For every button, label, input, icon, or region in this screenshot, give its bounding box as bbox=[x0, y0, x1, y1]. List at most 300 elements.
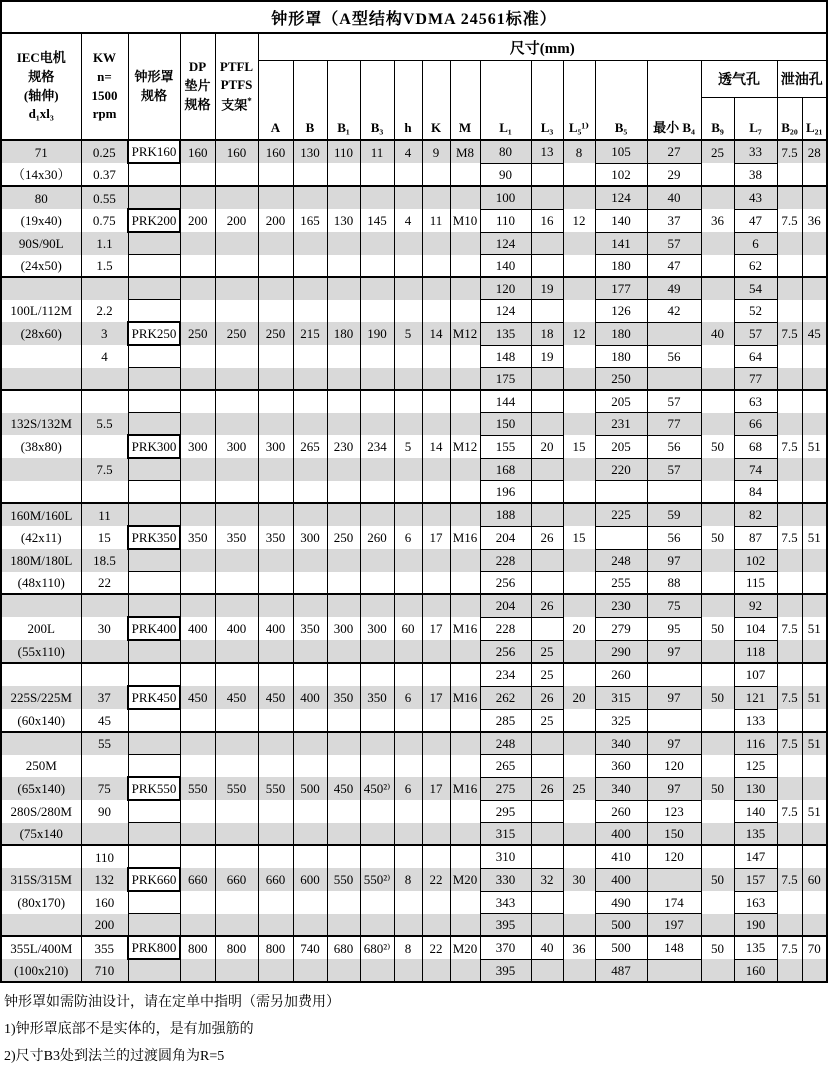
table-cell-empty bbox=[450, 594, 480, 617]
table-cell-empty bbox=[293, 413, 327, 436]
table-cell: 6 bbox=[394, 526, 422, 549]
table-cell-empty bbox=[360, 594, 394, 617]
col-header-min-b4: 最小 B₄ bbox=[647, 61, 701, 141]
table-cell: 260 bbox=[360, 526, 394, 549]
table-cell-empty bbox=[531, 823, 563, 846]
table-cell-empty bbox=[258, 458, 293, 481]
table-row bbox=[1, 186, 827, 209]
table-cell: 350 bbox=[293, 617, 327, 640]
table-cell: 7.5 bbox=[777, 936, 802, 959]
table-cell-empty bbox=[258, 255, 293, 278]
table-cell-empty bbox=[215, 481, 258, 504]
table-cell-empty bbox=[180, 640, 215, 663]
table-cell-empty bbox=[293, 549, 327, 572]
table-cell: 660 bbox=[258, 868, 293, 891]
table-cell-empty bbox=[802, 959, 827, 982]
table-cell-empty bbox=[128, 663, 180, 686]
table-row bbox=[1, 368, 827, 391]
table-cell-empty bbox=[258, 277, 293, 300]
table-cell-empty bbox=[180, 891, 215, 914]
table-cell: 97 bbox=[647, 777, 701, 800]
table-cell: 174 bbox=[647, 891, 701, 914]
table-cell-empty bbox=[777, 777, 802, 800]
table-cell-empty bbox=[563, 891, 595, 914]
table-cell: 300 bbox=[180, 435, 215, 458]
table-cell: M20 bbox=[450, 936, 480, 959]
table-cell-empty bbox=[701, 823, 734, 846]
table-cell-empty bbox=[394, 481, 422, 504]
table-cell-empty bbox=[777, 959, 802, 982]
table-cell-empty bbox=[180, 594, 215, 617]
table-cell: 50 bbox=[701, 777, 734, 800]
table-cell: 256 bbox=[480, 640, 531, 663]
table-cell-empty bbox=[531, 755, 563, 778]
table-cell: 102 bbox=[734, 549, 777, 572]
table-cell-empty bbox=[180, 503, 215, 526]
table-cell: 0.75 bbox=[81, 209, 128, 232]
table-cell: 175 bbox=[480, 368, 531, 391]
table-cell-empty bbox=[422, 503, 450, 526]
table-cell-empty bbox=[701, 845, 734, 868]
table-cell-empty bbox=[360, 503, 394, 526]
table-cell: 188 bbox=[480, 503, 531, 526]
table-cell-empty bbox=[563, 549, 595, 572]
table-cell: (48x110) bbox=[1, 572, 81, 595]
table-row bbox=[1, 936, 827, 959]
table-cell: 135 bbox=[480, 322, 531, 345]
table-cell-empty bbox=[360, 413, 394, 436]
table-cell-empty bbox=[777, 481, 802, 504]
table-cell-empty bbox=[563, 458, 595, 481]
table-cell-empty bbox=[1, 481, 81, 504]
table-cell: 310 bbox=[480, 845, 531, 868]
table-cell: PRK300 bbox=[128, 435, 180, 458]
table-cell: 97 bbox=[647, 686, 701, 709]
footnote-1: 1)钟形罩底部不是实体的，是有加强筋的 bbox=[4, 1022, 254, 1037]
footnote-2: 2)尺寸B3处到法兰的过渡圆角为R=5 bbox=[4, 1049, 225, 1064]
table-cell: 250 bbox=[258, 322, 293, 345]
table-cell: 395 bbox=[480, 914, 531, 937]
table-cell-empty bbox=[128, 732, 180, 755]
table-cell-empty bbox=[360, 800, 394, 823]
table-cell-empty bbox=[563, 277, 595, 300]
table-cell-empty bbox=[701, 959, 734, 982]
table-cell-empty bbox=[180, 255, 215, 278]
table-cell-empty bbox=[394, 663, 422, 686]
table-cell: 57 bbox=[647, 458, 701, 481]
table-cell-empty bbox=[258, 640, 293, 663]
table-cell: 56 bbox=[647, 345, 701, 368]
table-cell: 330 bbox=[480, 868, 531, 891]
table-cell-empty bbox=[293, 368, 327, 391]
table-cell: 17 bbox=[422, 777, 450, 800]
table-cell-empty bbox=[215, 732, 258, 755]
table-cell: 148 bbox=[480, 345, 531, 368]
table-cell-empty bbox=[802, 413, 827, 436]
table-cell: 315S/315M bbox=[1, 868, 81, 891]
col-header-m: M bbox=[450, 61, 480, 141]
table-cell-empty bbox=[360, 481, 394, 504]
table-cell: 250 bbox=[180, 322, 215, 345]
table-cell-empty bbox=[450, 845, 480, 868]
table-cell: 57 bbox=[647, 232, 701, 255]
table-cell-empty bbox=[531, 549, 563, 572]
table-cell-empty bbox=[1, 458, 81, 481]
table-cell-empty bbox=[450, 732, 480, 755]
table-cell-empty bbox=[327, 345, 360, 368]
table-cell-empty bbox=[180, 186, 215, 209]
table-cell-empty bbox=[394, 732, 422, 755]
table-cell-empty bbox=[327, 413, 360, 436]
table-cell-empty bbox=[802, 186, 827, 209]
table-cell: 5.5 bbox=[81, 413, 128, 436]
table-cell-empty bbox=[394, 232, 422, 255]
col-header-ptfl-ptfs-bracket: PTFL PTFS 支架* bbox=[215, 33, 258, 140]
table-cell-empty bbox=[327, 481, 360, 504]
table-cell-empty bbox=[394, 709, 422, 732]
table-cell-empty bbox=[802, 368, 827, 391]
table-cell-empty bbox=[802, 503, 827, 526]
table-cell: M20 bbox=[450, 868, 480, 891]
table-cell-empty bbox=[701, 277, 734, 300]
table-cell-empty bbox=[327, 186, 360, 209]
table-cell-empty bbox=[701, 481, 734, 504]
table-cell: 120 bbox=[480, 277, 531, 300]
table-cell-empty bbox=[394, 300, 422, 323]
table-cell: 80 bbox=[480, 140, 531, 163]
table-cell-empty bbox=[180, 413, 215, 436]
table-cell: PRK160 bbox=[128, 140, 180, 163]
table-cell: 105 bbox=[595, 140, 647, 163]
table-cell-empty bbox=[180, 345, 215, 368]
table-cell: 51 bbox=[802, 800, 827, 823]
table-cell-empty bbox=[360, 232, 394, 255]
table-cell-empty bbox=[360, 368, 394, 391]
table-row bbox=[1, 322, 827, 345]
table-cell-empty bbox=[563, 186, 595, 209]
table-cell: 118 bbox=[734, 640, 777, 663]
table-row bbox=[1, 686, 827, 709]
table-cell-empty bbox=[360, 663, 394, 686]
table-cell: 215 bbox=[293, 322, 327, 345]
table-cell: 9 bbox=[422, 140, 450, 163]
col-header-l1: L₁ bbox=[480, 61, 531, 141]
table-cell: 26 bbox=[531, 526, 563, 549]
table-cell-empty bbox=[128, 755, 180, 778]
col-header-a: A bbox=[258, 61, 293, 141]
table-cell-empty bbox=[802, 594, 827, 617]
table-cell: 25 bbox=[563, 777, 595, 800]
table-cell-empty bbox=[450, 823, 480, 846]
table-cell: M12 bbox=[450, 322, 480, 345]
table-cell: 90 bbox=[480, 163, 531, 186]
table-cell: 200 bbox=[81, 914, 128, 937]
col-header-l5: L₅¹⁾ bbox=[563, 61, 595, 141]
table-cell-empty bbox=[777, 914, 802, 937]
table-cell-empty bbox=[450, 914, 480, 937]
table-cell: 450 bbox=[215, 686, 258, 709]
table-cell: 350 bbox=[180, 526, 215, 549]
table-cell: 17 bbox=[422, 686, 450, 709]
table-cell: 265 bbox=[293, 435, 327, 458]
table-cell: 8 bbox=[563, 140, 595, 163]
table-cell-empty bbox=[394, 255, 422, 278]
table-cell: 110 bbox=[480, 209, 531, 232]
table-cell-empty bbox=[531, 891, 563, 914]
table-cell: 121 bbox=[734, 686, 777, 709]
table-cell-empty bbox=[563, 345, 595, 368]
table-cell: 204 bbox=[480, 526, 531, 549]
table-cell-empty bbox=[180, 959, 215, 982]
table-cell: 180 bbox=[595, 255, 647, 278]
table-cell-empty bbox=[701, 709, 734, 732]
table-row bbox=[1, 209, 827, 232]
table-cell: 50 bbox=[701, 936, 734, 959]
table-cell: 248 bbox=[480, 732, 531, 755]
table-cell-empty bbox=[293, 232, 327, 255]
table-cell-empty bbox=[701, 572, 734, 595]
table-cell: 42 bbox=[647, 300, 701, 323]
table-cell: 350 bbox=[258, 526, 293, 549]
table-cell-empty bbox=[128, 572, 180, 595]
table-cell-empty bbox=[215, 390, 258, 413]
table-cell: 40 bbox=[647, 186, 701, 209]
table-cell: 18.5 bbox=[81, 549, 128, 572]
table-cell: 59 bbox=[647, 503, 701, 526]
table-cell: 160 bbox=[180, 140, 215, 163]
table-cell-empty bbox=[180, 390, 215, 413]
table-cell: 36 bbox=[563, 936, 595, 959]
table-cell: M12 bbox=[450, 435, 480, 458]
table-cell-empty bbox=[531, 914, 563, 937]
table-cell-empty bbox=[293, 345, 327, 368]
table-cell: 180 bbox=[327, 322, 360, 345]
table-cell: 400 bbox=[180, 617, 215, 640]
table-cell: PRK550 bbox=[128, 777, 180, 800]
table-cell: 123 bbox=[647, 800, 701, 823]
table-cell: 51 bbox=[802, 526, 827, 549]
table-cell-empty bbox=[563, 163, 595, 186]
table-cell: 92 bbox=[734, 594, 777, 617]
table-cell-empty bbox=[360, 732, 394, 755]
table-cell-empty bbox=[180, 232, 215, 255]
table-cell: 107 bbox=[734, 663, 777, 686]
table-cell: 141 bbox=[595, 232, 647, 255]
table-cell-empty bbox=[215, 755, 258, 778]
table-cell-empty bbox=[128, 300, 180, 323]
table-cell: 75 bbox=[81, 777, 128, 800]
table-cell: 87 bbox=[734, 526, 777, 549]
table-cell-empty bbox=[215, 277, 258, 300]
table-row bbox=[1, 663, 827, 686]
table-cell-empty bbox=[531, 163, 563, 186]
table-cell-empty bbox=[258, 891, 293, 914]
table-cell-empty bbox=[293, 390, 327, 413]
table-cell: 340 bbox=[595, 777, 647, 800]
table-cell-empty bbox=[215, 413, 258, 436]
table-cell: 177 bbox=[595, 277, 647, 300]
table-cell: 11 bbox=[422, 209, 450, 232]
table-cell: 22 bbox=[422, 868, 450, 891]
table-cell-empty bbox=[531, 845, 563, 868]
table-cell-empty bbox=[1, 277, 81, 300]
table-cell: 74 bbox=[734, 458, 777, 481]
table-cell: 800 bbox=[258, 936, 293, 959]
table-cell-empty bbox=[258, 663, 293, 686]
table-cell-empty bbox=[394, 163, 422, 186]
table-cell: 135 bbox=[734, 936, 777, 959]
table-cell: 205 bbox=[595, 390, 647, 413]
table-cell-empty bbox=[701, 755, 734, 778]
table-cell-empty bbox=[215, 186, 258, 209]
table-cell-empty bbox=[293, 959, 327, 982]
table-cell-empty bbox=[180, 732, 215, 755]
table-cell-empty bbox=[563, 755, 595, 778]
table-cell: 197 bbox=[647, 914, 701, 937]
table-cell-empty bbox=[258, 503, 293, 526]
table-cell: 400 bbox=[595, 823, 647, 846]
table-cell-empty bbox=[327, 300, 360, 323]
table-cell: 315 bbox=[595, 686, 647, 709]
table-cell: 68 bbox=[734, 435, 777, 458]
table-cell-empty bbox=[531, 959, 563, 982]
table-cell: 710 bbox=[81, 959, 128, 982]
col-header-dp-gasket: DP 垫片 规格 bbox=[180, 33, 215, 140]
table-cell: 63 bbox=[734, 390, 777, 413]
table-cell-empty bbox=[531, 732, 563, 755]
table-cell-empty bbox=[128, 413, 180, 436]
table-cell: 45 bbox=[81, 709, 128, 732]
table-cell-empty bbox=[293, 663, 327, 686]
table-cell-empty bbox=[327, 163, 360, 186]
table-cell: 350 bbox=[327, 686, 360, 709]
table-cell: 325 bbox=[595, 709, 647, 732]
footnote-oil-proof: 钟形罩如需防油设计，请在定单中指明（需另加费用） bbox=[4, 995, 340, 1010]
table-cell-empty bbox=[128, 368, 180, 391]
table-cell: 165 bbox=[293, 209, 327, 232]
table-cell: 50 bbox=[701, 526, 734, 549]
table-cell: 140 bbox=[595, 209, 647, 232]
table-cell: 16 bbox=[531, 209, 563, 232]
table-cell-empty bbox=[450, 503, 480, 526]
table-cell: 25 bbox=[531, 640, 563, 663]
table-cell: 228 bbox=[480, 549, 531, 572]
col-header-kw: KW n= 1500 rpm bbox=[81, 33, 128, 140]
table-cell-empty bbox=[701, 390, 734, 413]
table-cell-empty bbox=[394, 959, 422, 982]
table-cell: 62 bbox=[734, 255, 777, 278]
table-cell: 100L/112M bbox=[1, 300, 81, 323]
table-cell: PRK800 bbox=[128, 936, 180, 959]
table-cell: (55x110) bbox=[1, 640, 81, 663]
table-cell-empty bbox=[701, 413, 734, 436]
table-cell: 47 bbox=[647, 255, 701, 278]
table-cell: 115 bbox=[734, 572, 777, 595]
table-cell: 11 bbox=[360, 140, 394, 163]
table-cell: 550 bbox=[327, 868, 360, 891]
table-cell: (42x11) bbox=[1, 526, 81, 549]
table-cell-empty bbox=[293, 891, 327, 914]
table-cell: 150 bbox=[480, 413, 531, 436]
table-cell: 265 bbox=[480, 755, 531, 778]
table-cell: 600 bbox=[293, 868, 327, 891]
table-cell: 205 bbox=[595, 435, 647, 458]
table-cell-empty bbox=[802, 891, 827, 914]
col-group-drain-hole: 泄油孔 bbox=[777, 61, 827, 98]
table-cell-empty bbox=[563, 709, 595, 732]
table-cell-empty bbox=[701, 594, 734, 617]
table-cell-empty bbox=[215, 845, 258, 868]
table-cell-empty bbox=[128, 549, 180, 572]
table-row bbox=[1, 709, 827, 732]
table-cell-empty bbox=[450, 549, 480, 572]
table-cell-empty bbox=[327, 503, 360, 526]
table-cell-empty bbox=[777, 823, 802, 846]
table-cell: 90S/90L bbox=[1, 232, 81, 255]
table-cell: 234 bbox=[480, 663, 531, 686]
table-cell: 50 bbox=[701, 686, 734, 709]
table-cell: 50 bbox=[701, 617, 734, 640]
table-cell-empty bbox=[1, 594, 81, 617]
table-cell: 300 bbox=[258, 435, 293, 458]
table-cell-empty bbox=[293, 823, 327, 846]
table-cell: 97 bbox=[647, 549, 701, 572]
table-row bbox=[1, 572, 827, 595]
table-cell-empty bbox=[81, 663, 128, 686]
table-cell: 22 bbox=[81, 572, 128, 595]
table-cell: 77 bbox=[734, 368, 777, 391]
table-cell-empty bbox=[701, 800, 734, 823]
table-cell: 12 bbox=[563, 322, 595, 345]
table-cell: 1.5 bbox=[81, 255, 128, 278]
table-cell: 7.5 bbox=[81, 458, 128, 481]
table-cell: 3 bbox=[81, 322, 128, 345]
table-row bbox=[1, 777, 827, 800]
table-cell-empty bbox=[327, 755, 360, 778]
col-header-iec-motor-spec: IEC电机 规格 (轴伸) d₁xl₃ bbox=[1, 33, 81, 140]
table-cell: 88 bbox=[647, 572, 701, 595]
table-cell: 355L/400M bbox=[1, 936, 81, 959]
table-row bbox=[1, 549, 827, 572]
table-cell-empty bbox=[293, 755, 327, 778]
table-row bbox=[1, 891, 827, 914]
table-cell: 17 bbox=[422, 617, 450, 640]
table-cell-empty bbox=[327, 732, 360, 755]
table-cell-empty bbox=[293, 845, 327, 868]
table-cell: 12 bbox=[563, 209, 595, 232]
table-cell: 196 bbox=[480, 481, 531, 504]
table-cell-empty bbox=[258, 755, 293, 778]
table-cell-empty bbox=[293, 481, 327, 504]
table-cell: 275 bbox=[480, 777, 531, 800]
table-cell-empty bbox=[450, 481, 480, 504]
table-cell-empty bbox=[128, 345, 180, 368]
table-cell-empty bbox=[128, 390, 180, 413]
table-cell-empty bbox=[360, 823, 394, 846]
table-cell: M16 bbox=[450, 617, 480, 640]
table-cell-empty bbox=[563, 845, 595, 868]
table-cell: 200 bbox=[215, 209, 258, 232]
table-cell-empty bbox=[258, 481, 293, 504]
table-cell: 228 bbox=[480, 617, 531, 640]
table-cell: 56 bbox=[647, 526, 701, 549]
table-cell-empty bbox=[802, 163, 827, 186]
table-cell: 350 bbox=[215, 526, 258, 549]
table-cell-empty bbox=[215, 503, 258, 526]
table-cell: 250 bbox=[215, 322, 258, 345]
table-cell: 14 bbox=[422, 435, 450, 458]
table-cell-empty bbox=[802, 277, 827, 300]
